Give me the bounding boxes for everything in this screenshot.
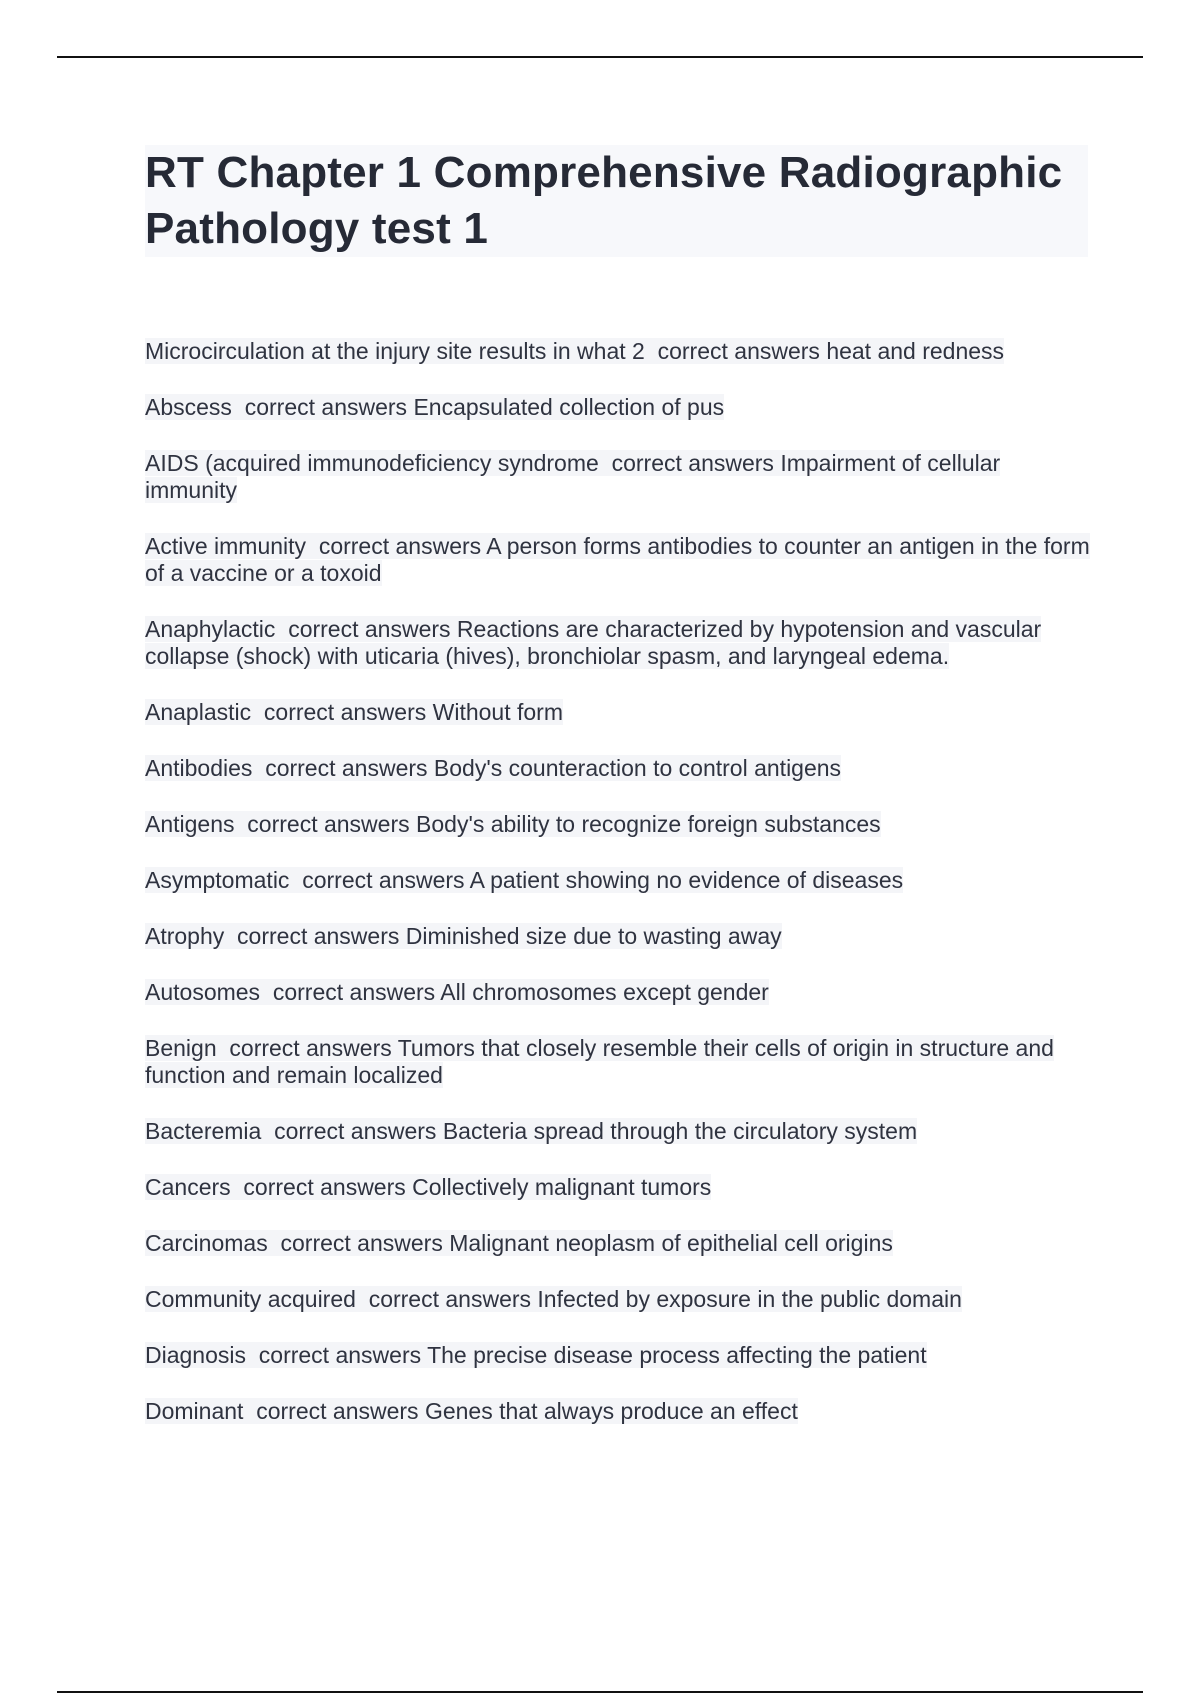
entry-text bbox=[145, 616, 1041, 669]
list-item bbox=[145, 1398, 1095, 1425]
page-title: RT Chapter 1 Comprehensive Radiographic Pathology test 1 bbox=[145, 148, 1063, 253]
entry-term: Asymptomatic bbox=[145, 867, 290, 893]
entry-term: Anaplastic bbox=[145, 699, 252, 725]
entry-separator: correct answers bbox=[267, 1230, 450, 1256]
entry-term: Abscess bbox=[145, 394, 232, 420]
entry-separator: correct answers bbox=[275, 616, 457, 642]
entry-answer: Without form bbox=[432, 699, 563, 725]
entry-term: Active immunity bbox=[145, 533, 307, 559]
entry-answer: The precise disease process affecting the patient bbox=[427, 1342, 927, 1368]
entry-text bbox=[145, 699, 563, 725]
entry-answer: Body's ability to recognize foreign substances bbox=[416, 811, 881, 837]
entry-separator: correct answers bbox=[306, 533, 487, 559]
entry-text bbox=[145, 1398, 798, 1424]
entry-separator: correct answers bbox=[598, 450, 781, 476]
entry-text bbox=[145, 533, 1090, 586]
list-item bbox=[145, 755, 1095, 782]
entry-term: Antibodies bbox=[145, 755, 253, 781]
entry-text bbox=[145, 1174, 711, 1200]
title-block bbox=[145, 145, 1088, 257]
entry-separator: correct answers bbox=[251, 699, 433, 725]
entry-text bbox=[145, 1118, 917, 1144]
entry-separator: correct answers bbox=[230, 1174, 413, 1200]
bottom-rule bbox=[57, 1691, 1143, 1693]
entry-answer: Bacteria spread through the circulatory system bbox=[442, 1118, 918, 1144]
list-item bbox=[145, 979, 1095, 1006]
entry-answer: Genes that always produce an effect bbox=[424, 1398, 798, 1424]
entry-text bbox=[145, 450, 1000, 503]
list-item bbox=[145, 394, 1095, 421]
entry-list bbox=[145, 338, 1095, 1454]
entry-answer: Impairment of cellular immunity bbox=[145, 450, 1001, 503]
entry-answer: Infected by exposure in the public domain bbox=[537, 1286, 962, 1312]
entry-term: Atrophy bbox=[145, 923, 225, 949]
entry-answer: Diminished size due to wasting away bbox=[405, 923, 782, 949]
list-item bbox=[145, 923, 1095, 950]
entry-answer: All chromosomes except gender bbox=[440, 979, 769, 1005]
entry-answer: heat and redness bbox=[826, 338, 1005, 364]
entry-separator: correct answers bbox=[224, 923, 406, 949]
entry-separator: correct answers bbox=[260, 979, 441, 1005]
entry-text bbox=[145, 923, 782, 949]
list-item bbox=[145, 1174, 1095, 1201]
list-item bbox=[145, 867, 1095, 894]
entry-term: Autosomes bbox=[145, 979, 261, 1005]
entry-text bbox=[145, 755, 841, 781]
entry-answer: Collectively malignant tumors bbox=[412, 1174, 712, 1200]
entry-term: Antigens bbox=[145, 811, 235, 837]
entry-separator: correct answers bbox=[261, 1118, 443, 1144]
entry-term: Diagnosis bbox=[145, 1342, 246, 1368]
entry-term: Cancers bbox=[145, 1174, 231, 1200]
entry-text bbox=[145, 338, 1004, 364]
entry-term: Dominant bbox=[145, 1398, 244, 1424]
entry-text bbox=[145, 394, 724, 420]
entry-term: Anaphylactic bbox=[145, 616, 276, 642]
list-item bbox=[145, 1035, 1095, 1089]
entry-separator: correct answers bbox=[234, 811, 417, 837]
entry-separator: correct answers bbox=[216, 1035, 398, 1061]
entry-answer: A patient showing no evidence of diseases bbox=[469, 867, 904, 893]
entry-separator: correct answers bbox=[246, 1342, 428, 1368]
entry-text bbox=[145, 1286, 962, 1312]
entry-answer: Reactions are characterized by hypotension and vascular collapse (shock) with uticaria (hives), bronchiolar spasm, and laryngeal edema. bbox=[145, 616, 1042, 669]
entry-answer: Body's counteraction to control antigens bbox=[433, 755, 842, 781]
entry-separator: correct answers bbox=[252, 755, 434, 781]
entry-term: Microcirculation at the injury site results in what 2 bbox=[145, 338, 645, 364]
entry-text bbox=[145, 811, 881, 837]
entry-separator: correct answers bbox=[289, 867, 470, 893]
entry-text bbox=[145, 979, 769, 1005]
entry-answer: Encapsulated collection of pus bbox=[413, 394, 725, 420]
entry-text bbox=[145, 1230, 893, 1256]
entry-term: AIDS (acquired immunodeficiency syndrome bbox=[145, 450, 599, 476]
entry-text bbox=[145, 867, 903, 893]
entry-separator: correct answers bbox=[355, 1286, 538, 1312]
list-item bbox=[145, 616, 1095, 670]
entry-answer: Malignant neoplasm of epithelial cell origins bbox=[449, 1230, 893, 1256]
entry-separator: correct answers bbox=[644, 338, 827, 364]
list-item bbox=[145, 450, 1095, 504]
list-item bbox=[145, 1230, 1095, 1257]
list-item bbox=[145, 1342, 1095, 1369]
top-rule bbox=[57, 56, 1143, 58]
list-item bbox=[145, 1286, 1095, 1313]
entry-term: Carcinomas bbox=[145, 1230, 268, 1256]
entry-separator: correct answers bbox=[231, 394, 414, 420]
entry-text bbox=[145, 1035, 1054, 1088]
list-item bbox=[145, 533, 1095, 587]
entry-text bbox=[145, 1342, 927, 1368]
entry-answer: A person forms antibodies to counter an antigen in the form of a vaccine or a toxoid bbox=[145, 533, 1090, 586]
entry-term: Community acquired bbox=[145, 1286, 356, 1312]
list-item bbox=[145, 699, 1095, 726]
entry-separator: correct answers bbox=[243, 1398, 425, 1424]
list-item bbox=[145, 338, 1095, 365]
entry-term: Bacteremia bbox=[145, 1118, 262, 1144]
list-item bbox=[145, 811, 1095, 838]
entry-term: Benign bbox=[145, 1035, 217, 1061]
list-item bbox=[145, 1118, 1095, 1145]
entry-answer: Tumors that closely resemble their cells of origin in structure and function and remain localized bbox=[145, 1035, 1054, 1088]
